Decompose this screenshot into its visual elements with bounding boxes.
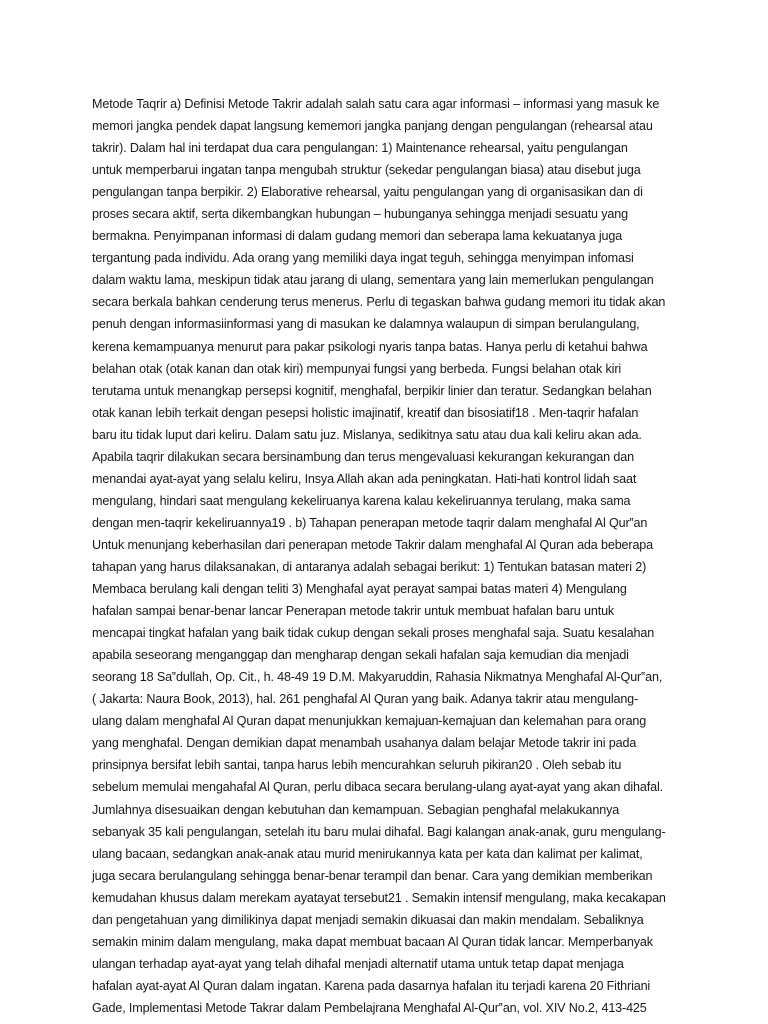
text-line: sebelum memulai mengahafal Al Quran, perlu dibaca secara berulang-ulang ayat-ayat yang akan dihafal.	[92, 780, 663, 795]
text-line: seorang 18 Sa‟dullah, Op. Cit., h. 48-49 19 D.M. Makyaruddin, Rahasia Nikmatnya Menghafal Al-Qur‟an,	[92, 670, 663, 685]
text-line: Apabila taqrir dilakukan secara bersinambung dan terus mengevaluasi kekurangan kekurangan dan	[92, 449, 634, 464]
text-line: Metode Taqrir a) Definisi Metode Takrir adalah salah satu cara agar informasi – informasi yang masuk ke	[92, 97, 660, 111]
text-line: bermakna. Penyimpanan informasi di dalam gudang memori dan seberapa lama kekuatanya juga	[92, 229, 623, 244]
text-line: dalam waktu lama, meskipun tidak atau jarang di ulang, sementara yang lain memerlukan pengulangan	[92, 273, 654, 288]
text-line: secara berkala bahkan cenderung terus menerus. Perlu di tegaskan bahwa gudang memori itu tidak akan	[92, 295, 666, 310]
text-line: hafalan ayat-ayat Al Quran dalam ingatan. Karena pada dasarnya hafalan itu terjadi karena 20 Fithriani	[92, 978, 651, 993]
text-line: apabila seseorang menganggap dan mengharap dengan sekali hafalan saja kemudian dia menjadi	[92, 648, 629, 663]
text-line: hafalan sampai benar-benar lancar Penerapan metode takrir untuk membuat hafalan baru untuk	[92, 604, 615, 619]
text-line: ulang bacaan, sedangkan anak-anak atau murid menirukannya kata per kata dan kalimat per kalimat,	[92, 846, 643, 861]
text-line: terutama untuk menangkap persepsi kognitif, menghafal, berpikir linier dan teratur. Sedangkan belahan	[92, 383, 652, 398]
text-line: baru itu tidak luput dari keliru. Dalam satu juz. Mislanya, sedikitnya satu atau dua kali keliru akan ada.	[92, 427, 642, 442]
text-line: penuh dengan informasiinformasi yang di masukan ke dalamnya walaupun di simpan berulangulang,	[92, 317, 640, 332]
text-line: ulangan terhadap ayat-ayat yang telah dihafal menjadi alternatif utama untuk tetap dapat menjaga	[92, 956, 624, 971]
text-line: menandai ayat-ayat yang selalu keliru, Insya Allah akan ada peningkatan. Hati-hati kontrol lidah saat	[92, 471, 637, 486]
text-line: sebanyak 35 kali pengulangan, setelah itu baru mulai dihafal. Bagi kalangan anak-anak, guru mengulang-	[92, 824, 666, 839]
text-line: ( Jakarta: Naura Book, 2013), hal. 261 penghafal Al Quran yang baik. Adanya takrir atau mengulang-	[92, 692, 639, 707]
text-line: belahan otak (otak kanan dan otak kiri) mempunyai fungsi yang berbeda. Fungsi belahan otak kiri	[92, 361, 622, 376]
text-line: takrir). Dalam hal ini terdapat dua cara pengulangan: 1) Maintenance rehearsal, yaitu pengulangan	[92, 141, 628, 156]
text-line: Membaca berulang kali dengan teliti 3) Menghafal ayat perayat sampai batas materi 4) Mengulang	[92, 582, 627, 597]
text-line: untuk memperbarui ingatan tanpa mengubah struktur (sekedar pengulangan biasa) atau disebut juga	[92, 163, 641, 178]
document-body	[92, 93, 692, 1019]
text-line: tahapan yang harus dilaksanakan, di antaranya adalah sebagai berikut: 1) Tentukan batasan materi 2)	[92, 559, 647, 574]
text-line: yang menghafal. Dengan demikian dapat menambah usahanya dalam belajar Metode takrir ini pada	[92, 736, 637, 751]
text-line: mencapai tingkat hafalan yang baik tidak cukup dengan sekali proses menghafal saja. Suatu kesalahan	[92, 626, 655, 641]
text-line: tergantung pada individu. Ada orang yang memiliki daya ingat teguh, sehingga menyimpan infomasi	[92, 251, 634, 266]
text-line: Gade, Implementasi Metode Takrar dalam Pembelajrana Menghafal Al-Qur‟an, vol. XIV No.2, 413-425	[92, 1000, 647, 1015]
text-line: kemudahan khusus dalam merekam ayatayat tersebut21 . Semakin intensif mengulang, maka kecakapan	[92, 890, 666, 905]
text-line: Jumlahnya disesuaikan dengan kebutuhan dan kemampuan. Sebagian penghafal melakukannya	[92, 802, 620, 817]
text-line: prinsipnya bersifat lebih santai, tanpa harus lebih mencurahkan seluruh pikiran20 . Oleh sebab itu	[92, 758, 622, 773]
text-line: dan pengetahuan yang dimilikinya dapat menjadi semakin dikuasai dan makin mendalam. Sebaliknya	[92, 912, 644, 927]
text-line: memori jangka pendek dapat langsung kememori jangka panjang dengan pengulangan (rehearsal atau	[92, 119, 653, 134]
text-line: mengulang, hindari saat mengulang kekeliruanya karena kalau kekeliruannya terulang, maka sama	[92, 493, 631, 508]
text-line: proses secara aktif, serta dikembangkan hubungan – hubunganya sehingga menjadi sesuatu yang	[92, 207, 628, 222]
text-line: ulang dalam menghafal Al Quran dapat menunjukkan kemajuan-kemajuan dan kelemahan para orang	[92, 714, 647, 729]
text-line: dengan men-taqrir kekeliruannya19 . b) Tahapan penerapan metode taqrir dalam menghafal Al Qur‟an	[92, 515, 648, 530]
text-line: juga secara berulangulang sehingga benar-benar terampil dan benar. Cara yang demikian memberikan	[92, 868, 653, 883]
text-line: Untuk menunjang keberhasilan dari penerapan metode Takrir dalam menghafal Al Quran ada beberapa	[92, 537, 654, 552]
text-line: otak kanan lebih terkait dengan pesepsi holistic imajinatif, kreatif dan bisosiatif18 . Men-taqrir hafalan	[92, 405, 639, 420]
text-line: kerena kemampuanya menurut para pakar psikologi nyaris tanpa batas. Hanya perlu di ketahui bahwa	[92, 339, 648, 354]
text-line: pengulangan tanpa berpikir. 2) Elaborative rehearsal, yaitu pengulangan yang di organisasikan dan di	[92, 185, 643, 200]
text-line: semakin minim dalam mengulang, maka dapat membuat bacaan Al Quran tidak lancar. Memperbanyak	[92, 934, 653, 949]
